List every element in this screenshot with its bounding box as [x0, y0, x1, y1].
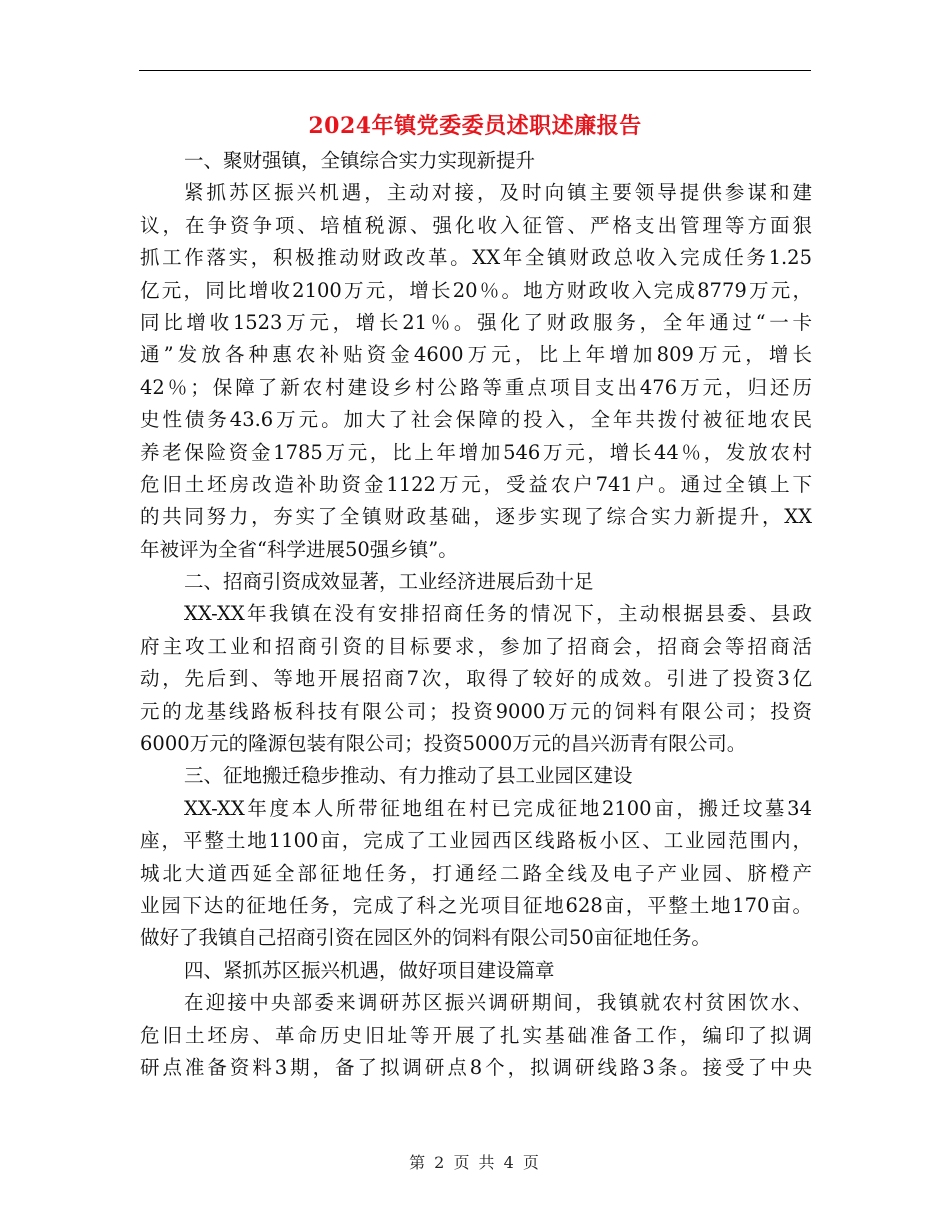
text-line: XX-XX年度本人所带征地组在村已完成征地2100亩，搬迁坟墓34: [184, 796, 812, 820]
text-line: 的共同努力，夯实了全镇财政基础，逐步实现了综合实力新提升，XX: [140, 505, 812, 529]
text-line: 紧抓苏区振兴机遇，主动对接，及时向镇主要领导提供参谋和建: [184, 181, 812, 205]
text-line: 府主攻工业和招商引资的目标要求，参加了招商会，招商会等招商活: [140, 634, 812, 658]
text-line: 座，平整土地1100亩，完成了工业园西区线路板小区、工业园范围内，: [140, 829, 812, 853]
text-line: 业园下达的征地任务，完成了科之光项目征地628亩，平整土地170亩。: [140, 893, 812, 917]
text-line: 二、招商引资成效显著，工业经济进展后劲十足: [184, 570, 594, 594]
text-line: 养老保险资金1785万元，比上年增加546万元，增长44％，发放农村: [140, 440, 812, 464]
text-line: 做好了我镇自己招商引资在园区外的饲料有限公司50亩征地任务。: [140, 926, 711, 950]
text-line: 研点准备资料3期，备了拟调研点8个，拟调研线路3条。接受了中央: [140, 1055, 812, 1079]
text-line: 抓工作落实，积极推动财政改革。XX年全镇财政总收入完成任务1.25: [140, 246, 812, 270]
text-line: 6000万元的隆源包装有限公司；投资5000万元的昌兴沥青有限公司。: [140, 732, 747, 756]
text-line: 亿元，同比增收2100万元，增长20％。地方财政收入完成8779万元，: [140, 278, 812, 302]
text-line: 通”发放各种惠农补贴资金4600万元，比上年增加809万元，增长: [140, 343, 812, 367]
text-line: 在迎接中央部委来调研苏区振兴调研期间，我镇就农村贫困饮水、: [184, 991, 812, 1015]
text-line: 同比增收1523万元，增长21％。强化了财政服务，全年通过“一卡: [140, 310, 812, 334]
text-line: 危旧土坯房改造补助资金1122万元，受益农户741户。通过全镇上下: [140, 472, 812, 496]
text-line: 元的龙基线路板科技有限公司；投资9000万元的饲料有限公司；投资: [140, 699, 812, 723]
text-line: 史性债务43.6万元。加大了社会保障的投入，全年共拨付被征地农民: [140, 408, 812, 432]
page-footer: 第 2 页 共 4 页: [409, 1153, 541, 1172]
text-line: 四、紧抓苏区振兴机遇，做好项目建设篇章: [184, 958, 555, 982]
text-line: 危旧土坯房、革命历史旧址等开展了扎实基础准备工作，编印了拟调: [140, 1023, 812, 1047]
text-line: 三、征地搬迁稳步推动、有力推动了县工业园区建设: [184, 764, 633, 788]
text-line: 一、聚财强镇，全镇综合实力实现新提升: [184, 149, 536, 172]
text-line: XX-XX年我镇在没有安排招商任务的情况下，主动根据县委、县政: [184, 602, 812, 626]
header-rule: [139, 70, 811, 71]
document-title: 2024年镇党委委员述职述廉报告: [308, 113, 642, 139]
text-line: 动，先后到、等地开展招商7次，取得了较好的成效。引进了投资3亿: [140, 667, 812, 691]
text-line: 议，在争资争项、培植税源、强化收入征管、严格支出管理等方面狠: [140, 213, 812, 237]
document-body: [140, 145, 812, 1084]
text-line: 42％；保障了新农村建设乡村公路等重点项目支出476万元，归还历: [140, 375, 812, 399]
text-line: 年被评为全省“科学进展50强乡镇”。: [140, 537, 458, 561]
text-line: 城北大道西延全部征地任务，打通经二路全线及电子产业园、脐橙产: [140, 861, 812, 885]
